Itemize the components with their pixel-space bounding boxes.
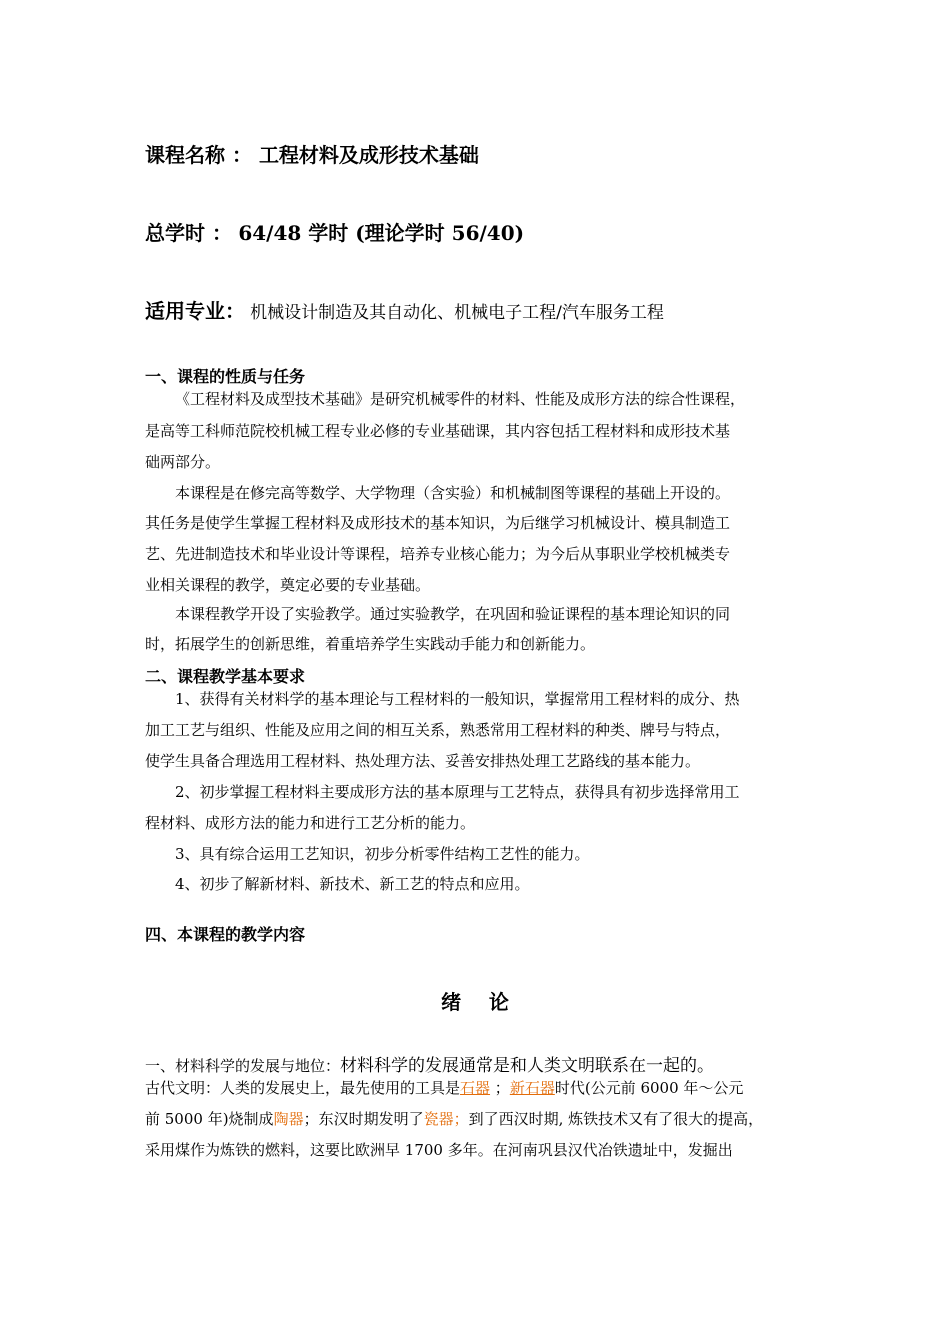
intro-line-2: 前 5000 年)烧制成陶器；东汉时期发明了瓷器；到了西汉时期, 炼铁技术又有了很大的提高， [145,1110,764,1128]
major-label: 适用专业： [145,299,245,323]
total-hours-label: 总学时 ： [145,221,232,245]
section1-line: 本课程是在修完高等数学、大学物理（含实验）和机械制图等课程的基础上开设的。 [175,484,731,502]
section1-line: 是高等工科师范院校机械工程专业必修的专业基础课，其内容包括工程材料和成形技术基 [145,422,731,440]
major-line [145,295,664,324]
section2-line: 1、获得有关材料学的基本理论与工程材料的一般知识，掌握常用工程材料的成分、热 [175,690,740,708]
section2-line: 使学生具备合理选用工程材料、热处理方法、妥善安排热处理工艺路线的基本能力。 [145,752,701,770]
intro-title: 绪 论 [441,990,509,1014]
section2-title: 二、课程教学基本要求 [145,667,306,686]
intro-subsection [145,1051,714,1076]
total-hours-line [145,217,524,246]
section2-line: 2、初步掌握工程材料主要成形方法的基本原理与工艺特点，获得具有初步选择常用工 [175,783,740,801]
section2-line: 程材料、成形方法的能力和进行工艺分析的能力。 [145,814,476,832]
neolithic-link[interactable]: 新石器 [509,1079,555,1097]
section1-line: 《工程材料及成型技术基础》是研究机械零件的材料、性能及成形方法的综合性课程， [175,390,746,408]
section2-line: 4、初步了解新材料、新技术、新工艺的特点和应用。 [175,875,530,893]
section1-title: 一、课程的性质与任务 [145,367,306,386]
section1-line: 艺、先进制造技术和毕业设计等课程，培养专业核心能力；为今后从事职业学校机械类专 [145,545,731,563]
pottery-term: 陶器 [273,1110,304,1128]
section4-title: 四、本课程的教学内容 [145,925,306,944]
course-name-label: 课程名称 ： [145,143,252,167]
total-hours-value: 64/48 学时 (理论学时 56/40) [238,221,525,245]
porcelain-term: 瓷器 [423,1110,454,1128]
section1-line: 础两部分。 [145,453,221,471]
section2-line: 3、具有综合运用工艺知识，初步分析零件结构工艺性的能力。 [175,845,590,863]
intro-line-3: 采用煤作为炼铁的燃料，这要比欧洲早 1700 多年。在河南巩县汉代冶铁遗址中，发掘出 [145,1141,733,1159]
intro-line-1: 古代文明：人类的发展史上，最先使用的工具是石器 ；新石器时代(公元前 6000 年～公元 [145,1079,744,1097]
major-value: 机械设计制造及其自动化、机械电子工程/汽车服务工程 [250,303,664,323]
course-name-value: 工程材料及成形技术基础 [258,143,479,167]
course-name-line [145,139,479,168]
intro-subsection-text: 材料科学的发展通常是和人类文明联系在一起的。 [340,1056,715,1076]
stone-tool-link[interactable]: 石器 [460,1079,491,1097]
section1-line: 业相关课程的教学，奠定必要的专业基础。 [145,576,431,594]
intro-subsection-label: 一、材料科学的发展与地位： [145,1057,341,1075]
section1-line: 其任务是使学生掌握工程材料及成形技术的基本知识，为后继学习机械设计、模具制造工 [145,514,731,532]
section2-line: 加工工艺与组织、性能及应用之间的相互关系，熟悉常用工程材料的种类、牌号与特点， [145,721,731,739]
section1-line: 本课程教学开设了实验教学。通过实验教学，在巩固和验证课程的基本理论知识的同 [175,605,731,623]
section1-line: 时，拓展学生的创新思维，着重培养学生实践动手能力和创新能力。 [145,635,596,653]
